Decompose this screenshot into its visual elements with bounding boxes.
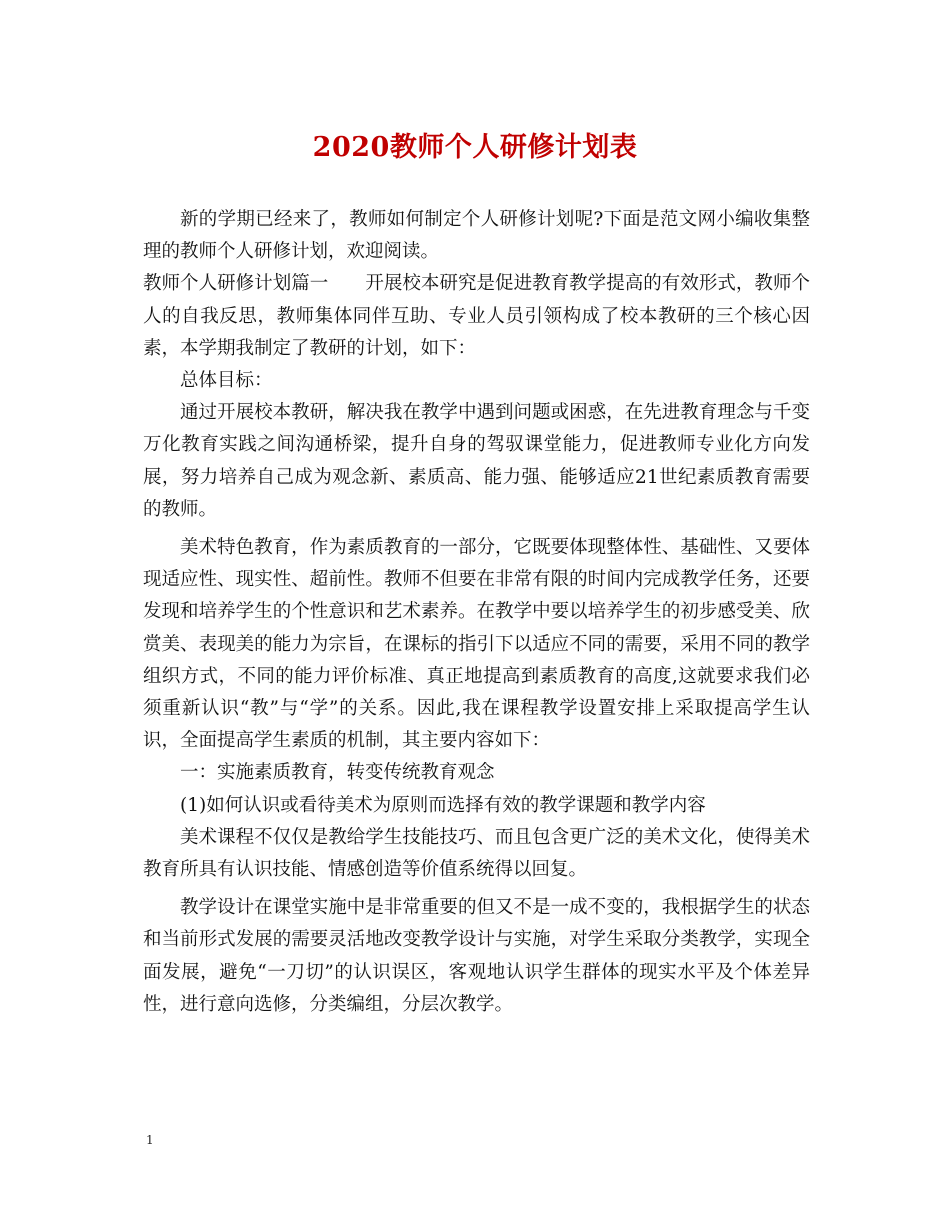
document-title: 2020教师个人研修计划表 — [312, 132, 638, 163]
subsection-one-heading: (1)如何认识或看待美术为原则而选择有效的教学课题和教学内容 — [180, 794, 706, 816]
art-curriculum-paragraph: 美术课程不仅仅是教给学生技能技巧、而且包含更广泛的美术文化，使得美术教育所具有认识技能、情感创造等价值系统得以回复。 — [143, 826, 810, 881]
page-number: 1 — [146, 1133, 154, 1147]
art-education-paragraph: 美术特色教育，作为素质教育的一部分，它既要体现整体性、基础性、又要体现适应性、现实性、超前性。教师不但要在非常有限的时间内完成教学任务，还要发现和培养学生的个性意识和艺术素养。在教学中要以培养学生的初步感受美、欣赏美、表现美的能力为宗旨，在课标的指引下以适应不同的需要，采用不同的教学组织方式，不同的能力评价标准、真正地提高到素质教育的高度,这就要求我们必须重新认识“教”与“学”的关系。因此,我在课程教学设置安排上采取提高学生认识，全面提高学生素质的机制，其主要内容如下： — [143, 537, 810, 752]
teaching-design-paragraph: 教学设计在课堂实施中是非常重要的但又不是一成不变的，我根据学生的状态和当前形式发展的需要灵活地改变教学设计与实施，对学生采取分类教学，实现全面发展，避免“一刀切”的认识误区，客观地认识学生群体的现实水平及个体差异性，进行意向选修，分类编组，分层次教学。 — [143, 897, 810, 1015]
intro-paragraph: 新的学期已经来了，教师如何制定个人研修计划呢?下面是范文网小编收集整理的教师个人研修计划，欢迎阅读。 — [143, 209, 810, 263]
overall-goal-heading: 总体目标： — [180, 370, 273, 392]
document-body — [143, 204, 810, 1021]
section-one-heading: 一：实施素质教育，转变传统教育观念 — [180, 762, 495, 784]
overall-goal-paragraph: 通过开展校本教研，解决我在教学中遇到问题或困惑，在先进教育理念与千变万化教育实践之间沟通桥梁，提升自身的驾驭课堂能力，促进教师专业化方向发展，努力培养自己成为观念新、素质高、能力强、能够适应21世纪素质教育需要的教师。 — [143, 402, 810, 520]
plan-section-paragraph: 教师个人研修计划篇一 开展校本研究是促进教育教学提高的有效形式，教师个人的自我反思，教师集体同伴互助、专业人员引领构成了校本教研的三个核心因素，本学期我制定了教研的计划，如下： — [143, 273, 810, 359]
